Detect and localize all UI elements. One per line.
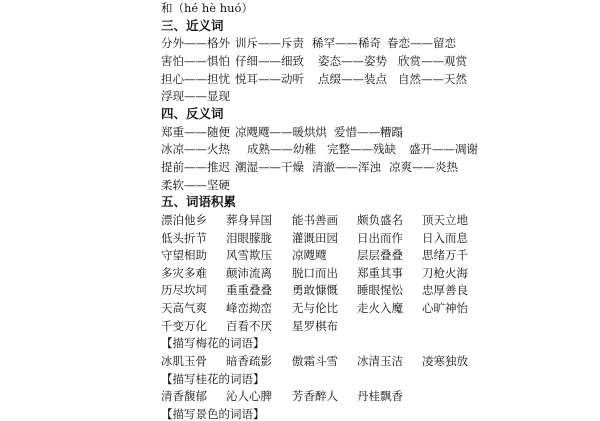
vocab-word: 丹桂飘香 xyxy=(357,389,403,404)
word-pair: 清澈——浑浊 xyxy=(312,159,381,174)
vocab-word: 泪眼朦胧 xyxy=(226,230,272,245)
vocab-word: 冰清玉洁 xyxy=(357,354,403,368)
vocab-word: 勇敢慷慨 xyxy=(292,283,338,298)
vocab-word: 百看不厌 xyxy=(226,318,272,333)
vocab-word: 层层叠叠 xyxy=(357,248,403,263)
vocab-word: 思绪万千 xyxy=(422,248,468,263)
word-pair: 潮湿——干燥 xyxy=(235,159,304,174)
vocab-word: 忠厚善良 xyxy=(422,283,468,298)
vocab-word: 日入而息 xyxy=(422,230,468,245)
vocab-word: 漂泊他乡 xyxy=(161,212,207,227)
word-pair: 提前——推迟 xyxy=(161,159,230,174)
vocab-word: 重重叠叠 xyxy=(226,283,272,298)
word-pair: 稀罕——稀奇 xyxy=(312,36,381,51)
word-pair: 凉爽——炎热 xyxy=(389,159,458,174)
category-label-osmanthus: 【描写桂花的词语】 xyxy=(161,371,265,386)
word-pair: 冰凉——火热 xyxy=(161,142,230,157)
word-pair: 训斥——斥责 xyxy=(235,36,304,51)
vocab-word: 顶天立地 xyxy=(422,212,468,227)
vocab-word: 心旷神怡 xyxy=(422,301,468,316)
category-label-plum: 【描写梅花的词语】 xyxy=(161,336,265,351)
vocab-word: 风雪欺压 xyxy=(226,248,272,263)
vocab-word: 暗香疏影 xyxy=(226,354,272,368)
word-pair: 成熟——幼稚 xyxy=(247,142,316,157)
vocab-word: 冰肌玉骨 xyxy=(161,354,207,368)
word-pair: 盛开——凋谢 xyxy=(409,142,478,157)
vocab-word: 颠沛流离 xyxy=(226,265,272,280)
vocab-word: 清香馥郁 xyxy=(161,389,207,404)
category-label-scenery: 【描写景色的词语】 xyxy=(161,406,265,421)
word-pair: 分外——格外 xyxy=(161,36,230,51)
word-pair: 仔细——细致 xyxy=(235,53,304,68)
vocab-word: 灌溉田园 xyxy=(292,230,338,245)
vocab-word: 守望相助 xyxy=(161,248,207,263)
word-pair: 凉飕飕——暖烘烘 xyxy=(235,124,327,139)
vocab-word: 睡眼惺忪 xyxy=(357,283,403,298)
word-pair: 悦耳——动听 xyxy=(235,71,304,86)
vocab-word: 脱口而出 xyxy=(292,265,338,280)
word-pair: 眷恋——留恋 xyxy=(387,36,456,51)
section-heading-antonyms: 四、反义词 xyxy=(161,105,224,121)
vocab-word: 峰峦拗峦 xyxy=(226,301,272,316)
word-pair: 点缀——装点 xyxy=(318,71,387,86)
vocab-word: 凉飕飕 xyxy=(292,248,327,263)
word-pair: 自然——天然 xyxy=(398,71,467,86)
vocab-word: 郑重其事 xyxy=(357,265,403,280)
vocab-word: 凌寒独放 xyxy=(422,354,468,368)
section-heading-synonyms: 三、近义词 xyxy=(161,17,224,33)
vocab-word: 能书善画 xyxy=(292,212,338,227)
word-pair: 爱惜——糟蹋 xyxy=(334,124,403,139)
vocab-word: 千变万化 xyxy=(161,318,207,333)
vocab-word: 星罗棋布 xyxy=(292,318,338,333)
word-pair: 完整——残缺 xyxy=(327,142,396,157)
vocab-word: 傲霜斗雪 xyxy=(292,354,338,368)
word-pair: 浮现——显现 xyxy=(161,89,230,104)
word-pair: 柔软——坚硬 xyxy=(161,177,230,192)
vocab-word: 走火入魔 xyxy=(357,301,403,316)
word-pair: 害怕——惧怕 xyxy=(161,53,230,68)
vocab-word: 日出而作 xyxy=(357,230,403,245)
word-pair: 欣赏——观赏 xyxy=(398,53,467,68)
vocab-word: 低头折节 xyxy=(161,230,207,245)
vocab-word: 多灾多难 xyxy=(161,265,207,280)
vocab-word: 天高气爽 xyxy=(161,301,207,316)
word-pair: 姿态——姿势 xyxy=(318,53,387,68)
word-pair: 郑重——随便 xyxy=(161,124,230,139)
section-heading-vocabulary: 五、词语积累 xyxy=(161,194,237,210)
word-pair: 担心——担忧 xyxy=(161,71,230,86)
vocab-word: 历尽坎坷 xyxy=(161,283,207,298)
vocab-word: 颇负盛名 xyxy=(357,212,403,227)
vocab-word: 葬身异国 xyxy=(226,212,272,227)
vocab-word: 沁人心脾 xyxy=(226,389,272,404)
pinyin-line: 和（hé hè huó） xyxy=(161,1,253,15)
vocab-word: 无与伦比 xyxy=(292,301,338,316)
vocab-word: 刀枪火海 xyxy=(422,265,468,280)
vocab-word: 芳香醉人 xyxy=(292,389,338,404)
